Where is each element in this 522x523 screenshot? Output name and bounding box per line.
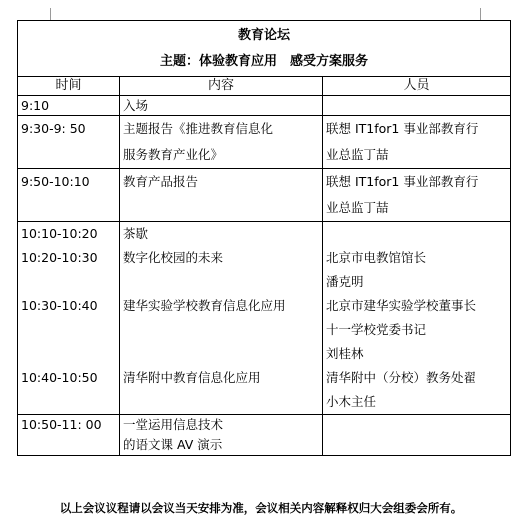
person-line: 联想 IT1for1 事业部教育行 — [326, 174, 479, 189]
time-cell: 10:50-11: 00 — [18, 415, 120, 456]
person-line: 联想 IT1for1 事业部教育行 — [326, 121, 479, 136]
header-content: 内容 — [120, 77, 323, 96]
time-line: 10:40-10:50 — [21, 370, 98, 385]
time-cell: 9:10 — [18, 96, 120, 116]
person-cell — [323, 96, 511, 116]
content-line: 服务教育产业化》 — [123, 147, 224, 162]
time-cell — [18, 222, 120, 415]
content-cell: 入场 — [120, 96, 323, 116]
content-cell — [120, 415, 323, 456]
time-line — [21, 390, 116, 414]
table-row — [18, 169, 511, 222]
person-cell — [323, 415, 511, 456]
person-line: 潘克明 — [326, 274, 364, 289]
time-cell: 9:50-10:10 — [18, 169, 120, 222]
time-line — [21, 318, 116, 342]
content-line — [123, 318, 319, 342]
person-cell — [323, 222, 511, 415]
time-line: 10:30-10:40 — [21, 298, 98, 313]
person-line: 北京市电教馆馆长 — [326, 250, 427, 265]
person-line — [326, 222, 507, 246]
footer-note: 以上会议议程请以会议当天安排为准，会议相关内容解释权归大会组委会所有。 — [59, 501, 463, 515]
time-line — [21, 342, 116, 366]
person-line: 业总监丁喆 — [326, 200, 389, 215]
time-cell: 9:30-9: 50 — [18, 116, 120, 169]
person-line: 业总监丁喆 — [326, 147, 389, 162]
table-row — [18, 415, 511, 456]
content-line: 茶歇 — [123, 226, 149, 241]
person-line: 小木主任 — [326, 394, 377, 409]
content-line: 的语文课 AV 演示 — [123, 437, 223, 452]
person-line: 十一学校党委书记 — [326, 322, 427, 337]
content-cell — [120, 222, 323, 415]
forum-subtitle: 主题：体验教育应用 感受方案服务 — [159, 54, 368, 69]
title-cell — [18, 21, 511, 77]
content-cell — [120, 116, 323, 169]
table-row — [18, 116, 511, 169]
content-line — [123, 270, 319, 294]
content-line: 一堂运用信息技术 — [123, 417, 224, 432]
content-line: 主题报告《推进教育信息化 — [123, 121, 274, 136]
table-row-block — [18, 222, 511, 415]
content-line — [123, 390, 319, 414]
time-line — [21, 270, 116, 294]
agenda-table — [17, 20, 511, 456]
content-line: 数字化校园的未来 — [123, 250, 224, 265]
person-line: 刘桂林 — [326, 346, 364, 361]
table-row — [18, 96, 511, 116]
time-line: 10:10-10:20 — [21, 226, 98, 241]
header-row — [18, 77, 511, 96]
content-line: 清华附中教育信息化应用 — [123, 370, 261, 385]
content-cell: 教育产品报告 — [120, 169, 323, 222]
person-cell — [323, 169, 511, 222]
person-line: 清华附中（分校）教务处翟 — [326, 370, 477, 385]
content-line — [123, 342, 319, 366]
time-line: 10:20-10:30 — [21, 250, 98, 265]
header-person: 人员 — [323, 77, 511, 96]
person-cell — [323, 116, 511, 169]
forum-title: 教育论坛 — [237, 28, 290, 43]
content-line: 建华实验学校教育信息化应用 — [123, 298, 286, 313]
header-time: 时间 — [18, 77, 120, 96]
person-line: 北京市建华实验学校董事长 — [326, 298, 477, 313]
